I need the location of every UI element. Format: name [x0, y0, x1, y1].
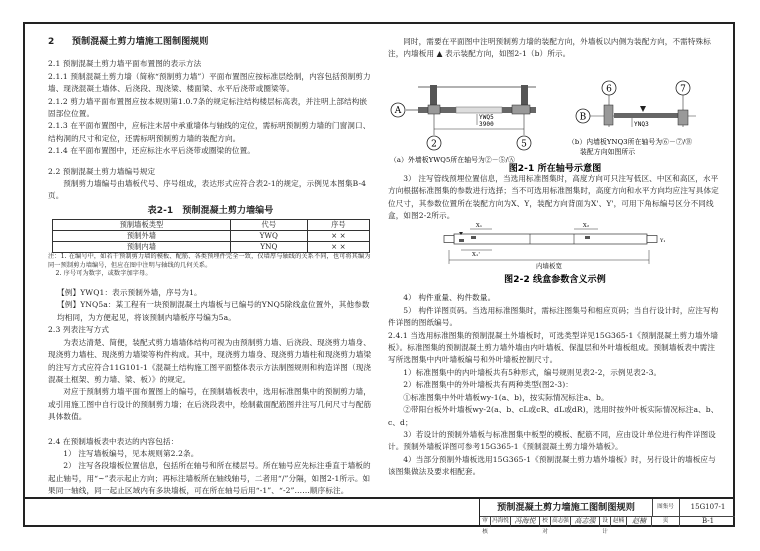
table-2-1 — [52, 219, 370, 253]
table-cell: YWQ — [230, 231, 307, 242]
table-row — [53, 231, 370, 242]
table-cell: 预制内墙 — [53, 242, 231, 253]
joint-7 — [678, 110, 688, 125]
review-signature: 冯海悦 — [511, 516, 540, 527]
joint-left — [428, 105, 440, 114]
table-header-row — [53, 220, 370, 231]
figure-2-1a — [390, 85, 536, 164]
para-2-4-1-1: 1）标准图集中的内叶墙板共有5种形式，编号规则见表2-2，示例见表2-3。 — [403, 367, 662, 377]
axis-label-A: A — [394, 105, 402, 116]
figure-2-1 — [388, 61, 722, 173]
table-cell: 预制外墙 — [53, 231, 231, 242]
left-column — [48, 36, 373, 498]
label-x1p: X₁' — [472, 252, 480, 259]
table-note-1: 注：1. 在编号中，如若干预制剪力墙的模板、配筋、各类预埋件完全一致，仅墙厚与轴线的关系不同，也可将其编为同一预制剪力墙编号，但应在图中注明与轴线的几何关系。 — [48, 253, 371, 269]
table-header-cell: 预制墙板类型 — [53, 220, 231, 231]
check-label: 校对 — [540, 516, 551, 527]
page-number: B-1 — [701, 517, 715, 525]
para-2-4-1-4: 4）当部分预制外墙板选用15G365-1《预制混凝土剪力墙外墙板》时，另行设计的墙板应与该图集做法及要求相配套。 — [388, 454, 716, 477]
section-number: 2 — [48, 37, 55, 47]
joint-6 — [604, 105, 613, 125]
rebar-end-right — [647, 236, 657, 243]
page-label: 页 — [652, 516, 680, 527]
para-2-1-3: 2.1.3 在平面布置图中，应标注未居中承重墙体与轴线的定位，需标明预制剪力墙的门窗洞口、结构洞的尺寸和定位，还需标明预制剪力墙的装配方向。 — [48, 121, 371, 143]
label-y: Y₁ — [660, 238, 666, 245]
table-row — [53, 242, 370, 253]
atlas-no-label: 图集号 — [652, 499, 680, 516]
item-5: 5） 构件详图页码。当选用标准图集时，需标注图集号和相应页码；当自行设计时，应注写构件详图的图纸编号。 — [388, 305, 719, 328]
para-2-2: 预制剪力墙编号由墙板代号、序号组成，表达形式应符合表2-1的规定，示例见本图集B-4页。 — [48, 179, 367, 201]
heading-2-3: 2.3 列表注写方式 — [48, 325, 110, 335]
junction-box-1 — [471, 236, 476, 239]
review-name: 冯海悦 — [491, 516, 511, 527]
junction-box-2 — [585, 236, 590, 239]
table-header-cell: 代号 — [230, 220, 307, 231]
table-cell: YNQ — [230, 242, 307, 253]
joint-right — [512, 105, 530, 114]
example-2: 【例】YNQ5a：某工程有一块预制混凝土内墙板与已编号的YNQ5除线盒位置外，其他参数均相同，为方便起见，将该预制内墙板序号编为5a。 — [57, 300, 370, 322]
heading-2-4: 2.4 在预制墙板表中表达的内容包括： — [48, 436, 179, 446]
atlas-no: 15G107-1 — [690, 503, 726, 511]
drawing-title: 预制混凝土剪力墙施工图制图规则 — [480, 499, 653, 516]
para-assembly: 同时，需要在平面图中注明预制剪力墙的装配方向，外墙板以内侧为装配方向，不需特殊标注，内墙板用 ▲ 表示装配方向，如图2-1（b）所示。 — [388, 37, 711, 59]
assembly-direction-icon — [640, 106, 646, 112]
figure-2-2 — [388, 222, 722, 292]
table-cell: × × — [307, 242, 369, 253]
caption-2-1b-line1: （b）内墙板YNQ3所在轴号为⑥－⑦/Ⓑ — [568, 137, 693, 146]
panel-ynq3 — [614, 113, 678, 118]
para-2-4-1: 2.4.1 当选用标准图集的预制混凝土外墙板时，可选类型详见15G365-1《预制混凝土剪力墙外墙板》。标准图集的预制混凝土剪力墙外墙由内叶墙板、保温层和外叶墙板组成。预制墙板表中需注写所选图集中内叶墙板编号和外叶墙板控制尺寸。 — [388, 330, 719, 365]
heading-2-1: 2.1 预制混凝土剪力墙平面布置图的表示方法 — [48, 59, 202, 69]
inner-wall-panel — [454, 234, 647, 244]
para-2-1-4: 2.1.4 在平面布置图中，还应标注水平后浇带或圈梁的位置。 — [48, 146, 255, 156]
table-cell: × × — [307, 231, 369, 242]
label-x1: X₁ — [475, 223, 483, 230]
design-name: 赵楠 — [611, 516, 627, 527]
item-3: 3） 注写管线预埋位置信息，当选用标准图集时，高度方向可只注写低区、中区和高区，水平方向根据标准图集的参数进行选择；当不可选用标准图集时，高度方向和水平方向均应注写具体定位尺寸，其参数位置所在装配方向为X、Y，装配方向背面为X'、Y'，可用下角标编号区分不同线盒，如图2-2所示。 — [388, 173, 719, 221]
title-block-row-1 — [480, 499, 735, 517]
item-2-4-2: 2） 注写各段墙板位置信息，包括所在轴号和所在楼层号。所在轴号应先标注垂直于墙板的起止轴号，用“~”表示起止方向；再标注墙板所在轴线轴号，二者用“/”分隔，如图2-1所示。如果同一轴线，同一起止区域内有多块墙板，可在所在轴号后用“-1”、“-2”……顺序标注。 — [48, 461, 371, 496]
table-header-cell: 序号 — [307, 220, 369, 231]
figure-2-2-title: 图2-2 线盒参数含义示例 — [504, 275, 606, 286]
item-4: 4） 构件重量、构件数量。 — [403, 293, 496, 303]
heading-2-2: 2.2 预制混凝土剪力墙编号规定 — [48, 166, 156, 176]
wall-left-vertical — [430, 85, 437, 107]
width-label: 内墙板宽 — [536, 262, 562, 271]
axis-label-B: B — [579, 112, 587, 123]
para-2-4-1-2a: ①标准图集中外叶墙板wy-1(a、b)，按实际情况标注a、b。 — [403, 392, 609, 402]
axis-label-7: 7 — [680, 84, 686, 95]
label-x2: X₂ — [582, 223, 590, 230]
figure-2-1-title: 图2-1 所在轴号示意图 — [508, 163, 602, 173]
caption-2-1b-line2: 装配方向如图所示 — [580, 147, 636, 156]
design-signature: 赵楠 — [627, 516, 652, 527]
review-label: 审核 — [480, 516, 491, 527]
bottom-rule — [23, 497, 481, 499]
dimension-3900: 3900 — [479, 120, 494, 128]
junction-box-1p — [459, 239, 464, 242]
para-2-3-1: 为表达清楚、简便，装配式剪力墙墙体结构可视为由预制剪力墙、后浇段、现浇剪力墙身、现浇剪力墙柱、现浇剪力墙梁等构件构成。其中，现浇剪力墙身、现浇剪力墙柱和现浇剪力墙梁的注写方式应符合11G101-1《混凝土结构施工图平面整体表示方法制图规则和构造详图（现浇混凝土框架、剪力墙、梁、板）》的规定。 — [48, 337, 372, 384]
caption-2-1a: （a）外墙板YWQ5所在轴号为②－⑤/Ⓐ — [390, 155, 515, 164]
title-block-row-2 — [480, 516, 735, 535]
wall-right-vertical — [521, 85, 528, 107]
axis-label-2: 2 — [431, 139, 437, 150]
panel-label-ywq5: YWQ5 — [479, 113, 494, 121]
panel-label-ynq3: YNQ3 — [634, 120, 649, 128]
axis-label-5: 5 — [521, 139, 527, 150]
axis-label-6: 6 — [606, 84, 612, 95]
item-2-4-1: 1） 注写墙板编号，见本规则第2.2条。 — [63, 448, 199, 458]
figure-2-1-drawing — [388, 61, 722, 173]
design-label: 设计 — [600, 516, 611, 527]
para-2-4-1-2: 2）标准图集中的外叶墙板共有两种类型(图2-3)： — [403, 380, 573, 390]
figure-2-2-drawing — [388, 222, 722, 286]
title-block — [479, 497, 735, 535]
para-2-1-1: 2.1.1 预制混凝土剪力墙（简称“预制剪力墙”）平面布置图应按标准层绘制，内容包括预制剪力墙、现浇混凝土墙体、后浇段、现浇梁、楼面梁、水平后浇带或圈梁等。 — [48, 71, 371, 94]
figure-2-1b — [568, 81, 696, 156]
section-heading — [48, 36, 373, 48]
right-column — [388, 36, 722, 479]
table-2-1-caption: 表2-1 预制混凝土剪力墙编号 — [147, 205, 274, 216]
table-note-2: 2. 序号可为数字，或数字加字母。 — [55, 270, 152, 278]
para-2-3-2: 对应于预制剪力墙平面布置图上的编号，在预制墙板表中，选用标准图集中的预制剪力墙，或引用施工图中自行设计的预制剪力墙；在后浇段表中，绘制截面配筋图并注写几何尺寸与配筋具体数值。 — [48, 387, 372, 422]
section-title: 预制混凝土剪力墙施工图制图规则 — [72, 37, 209, 47]
check-signature: 高志强 — [571, 516, 600, 527]
para-2-1-2: 2.1.2 剪力墙平面布置图应按本规则第1.0.7条的规定标注结构楼层标高表，并注明上部结构嵌固部位位置。 — [48, 96, 368, 119]
check-name: 高志强 — [551, 516, 571, 527]
rebar-end-left — [444, 236, 454, 243]
para-2-4-1-2b: ②带阳台板外叶墙板wy-2(a、b、cL或cR、dL或dR)，选用时按外叶板实际情况标注a、b、c、d； — [388, 405, 719, 427]
example-1: 【例】YWQ1：表示预制外墙，序号为1。 — [57, 288, 202, 298]
para-2-4-1-3: 3）若设计的预制外墙板与标准图集中板型的模板、配筋不同，应由设计单位进行构件详图设计。预制外墙板详图可参考15G365-1《预制混凝土剪力墙外墙板》。 — [388, 429, 716, 452]
panel-ywq5 — [456, 107, 502, 113]
